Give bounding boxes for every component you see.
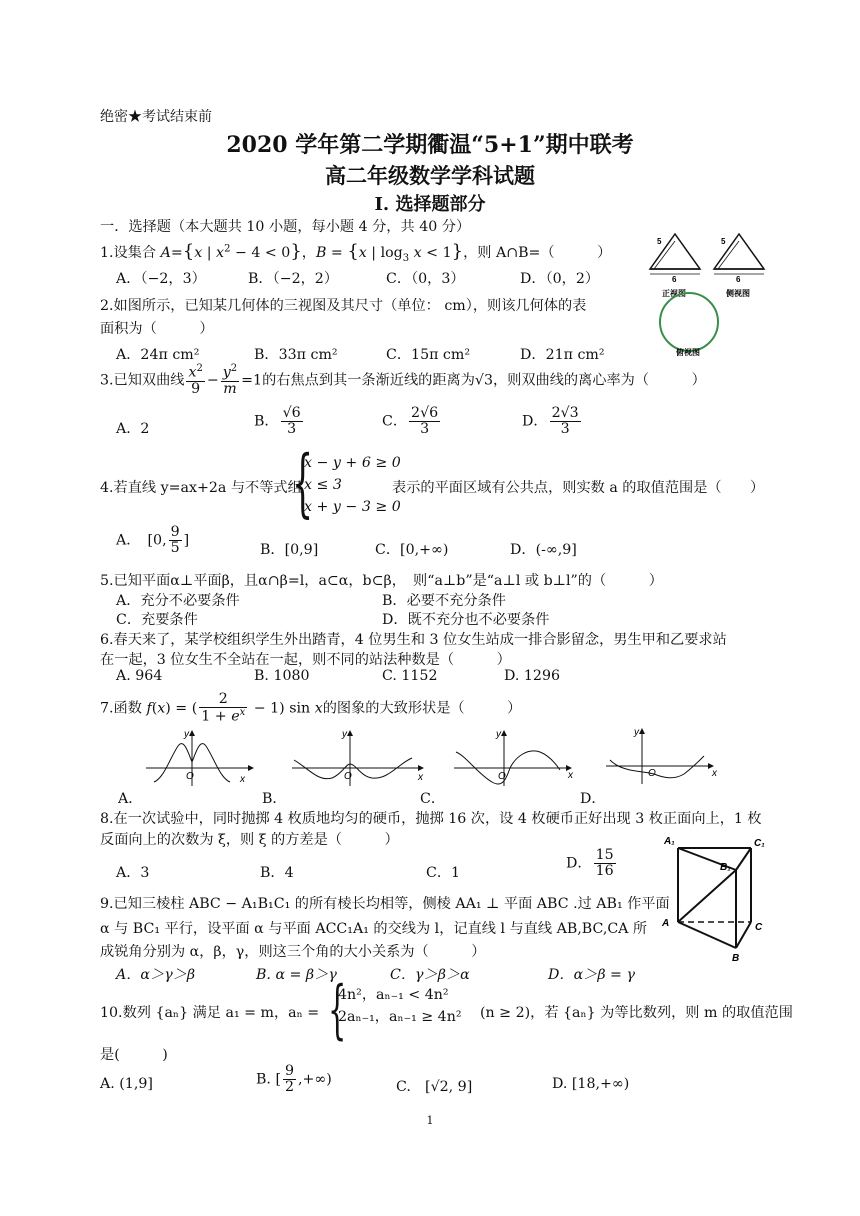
q7-stem: 7.函数 f(x) = ( $\frac{2}{1 + e^x}$ − 1) sin x的图象的大致形状是（ ） — [100, 691, 522, 725]
q10-option-a: A. (1,9] — [100, 1076, 153, 1092]
page-number: 1 — [426, 1114, 434, 1127]
q5-option-d: D．既不充分也不必要条件 — [382, 612, 550, 628]
q5-stem: 5.已知平面α⊥平面β，且α∩β=l，a⊂α，b⊂β， 则“a⊥b”是“a⊥l 或 b⊥l”的（ ） — [100, 573, 663, 589]
q7-option-d: D． — [580, 791, 606, 807]
q9-stem-line3: 成锐角分别为 α，β，γ，则这三个角的大小关系为（ ） — [100, 944, 486, 960]
q10-stem-post: (n ≥ 2)，若 {aₙ} 为等比数列，则 m 的取值范围 — [480, 1005, 793, 1021]
q7-graph-b — [290, 728, 430, 790]
front-view-label: 正视图 — [662, 289, 686, 298]
q2-option-b: B．33π cm² — [254, 347, 338, 363]
svg-text:y: y — [496, 729, 501, 740]
side-base-label: 6 — [736, 275, 741, 284]
q1-option-b: B．（−2，2） — [248, 271, 339, 287]
three-view-figure — [638, 228, 776, 358]
label-c1: C₁ — [754, 838, 765, 849]
q3-option-d: D． $\frac{2√3}{3}$ — [522, 405, 579, 437]
q5-option-a: A．充分不必要条件 — [116, 593, 240, 609]
q2-stem-line2: 面积为（ ） — [100, 321, 214, 337]
q9-option-c: C．γ＞β＞α — [390, 967, 470, 983]
front-base-label: 6 — [672, 275, 677, 284]
q4-option-a: A． [0, $\frac{9}{5}$ ] — [116, 524, 190, 556]
q4-brace: { — [292, 440, 314, 526]
q1-option-a: A．（−2，3） — [116, 271, 206, 287]
q9-stem-line1: 9.已知三棱柱 ABC − A₁B₁C₁ 的所有棱长均相等，侧棱 AA₁ ⊥ 平面 ABC .过 AB₁ 作平面 — [100, 896, 670, 912]
q8-stem-line2: 反面向上的次数为 ξ，则 ξ 的方差是（ ） — [100, 832, 399, 848]
q9-option-a: A．α＞γ＞β — [116, 967, 196, 983]
q4-option-d: D．(-∞,9] — [510, 542, 577, 558]
q9-stem-line2: α 与 BC₁ 平行，设平面 α 与平面 ACC₁A₁ 的交线为 l，记直线 l 与直线 AB,BC,CA 所 — [100, 921, 648, 937]
q7-graph-a — [140, 728, 260, 790]
label-b1: B₁ — [720, 862, 731, 873]
q3-stem: 3.已知双曲线 $\frac{x^2}{9}$ − $\frac{y^2}{m}$ =1的右焦点到其一条渐近线的距离为√3，则双曲线的离心率为（ ） — [100, 363, 706, 397]
q10-brace: { — [328, 973, 347, 1047]
svg-text:y: y — [184, 729, 189, 740]
svg-text:O: O — [498, 771, 506, 782]
q5-option-b: B．必要不充分条件 — [382, 593, 506, 609]
q1-stem: 1.设集合 A={x | $x^2 - 4 < 0$}，B = {x | $\log_3 x < 1$}，则 A∩B=（ ） — [100, 241, 612, 264]
q8-option-c: C．1 — [426, 865, 461, 881]
q8-option-d: D． $\frac{15}{16}$ — [566, 847, 614, 879]
q3-option-a: A．2 — [116, 421, 150, 437]
q3-option-b: B． $\frac{√6}{3}$ — [254, 405, 301, 437]
svg-text:O: O — [186, 771, 194, 782]
q10-stem-line2: 是( ) — [100, 1047, 168, 1063]
q8-option-b: B．4 — [260, 865, 294, 881]
q8-stem-line1: 8.在一次试验中，同时抛掷 4 枚质地均匀的硬币，抛掷 16 次，设 4 枚硬币正好出现 3 枚正面向上，1 枚 — [100, 811, 762, 827]
q10-cases — [338, 984, 462, 1028]
q4-stem-post: 表示的平面区域有公共点，则实数 a 的取值范围是（ ） — [392, 480, 765, 496]
svg-text:x: x — [418, 772, 423, 783]
q1-option-d: D．（0，2） — [520, 271, 600, 287]
label-c: C — [755, 922, 763, 933]
svg-text:x: x — [712, 768, 717, 779]
q9-option-b: B. α = β＞γ — [256, 967, 337, 983]
q6-option-b: B. 1080 — [254, 668, 310, 684]
svg-text:y: y — [342, 729, 347, 740]
q6-stem-line1: 6.春天来了，某学校组织学生外出踏青，4 位男生和 3 位女生站成一排合影留念，男生甲和乙要求站 — [100, 632, 727, 648]
q4-ineq-2: x ≤ 3 — [304, 477, 342, 493]
q10-stem-pre: 10.数列 {aₙ} 满足 a₁ = m，aₙ = — [100, 1005, 320, 1021]
q4-ineq-1: x − y + 6 ≥ 0 — [304, 455, 401, 471]
secret-label: 绝密★考试结束前 — [100, 109, 212, 125]
q9-option-d: D．α＞β = γ — [548, 967, 635, 983]
top-view-circle — [660, 293, 718, 351]
q2-option-a: A．24π cm² — [116, 347, 200, 363]
svg-text:x: x — [240, 774, 245, 785]
q3-option-c: C． $\frac{2√6}{3}$ — [382, 405, 439, 437]
q10-option-d: D. [18,+∞) — [552, 1076, 630, 1092]
q7-option-c: C． — [420, 791, 446, 807]
q10-case-2: 2aₙ₋₁，aₙ₋₁ ≥ 4n² — [338, 1009, 462, 1025]
exam-subtitle: 高二年级数学学科试题 — [325, 163, 535, 188]
q5-option-c: C．充要条件 — [116, 612, 198, 628]
front-slant-label: 5 — [657, 237, 662, 246]
q7-graph-c — [452, 728, 582, 790]
q4-option-c: C．[0,+∞) — [375, 542, 449, 558]
q10-option-b: B. [ $\frac{9}{2}$ ,+∞) — [256, 1063, 332, 1095]
prism-figure — [656, 830, 776, 966]
q8-option-a: A．3 — [116, 865, 150, 881]
q7-option-a: A． — [118, 791, 143, 807]
q6-option-c: C. 1152 — [382, 668, 438, 684]
label-b: B — [732, 953, 740, 964]
svg-text:y: y — [634, 727, 639, 738]
q2-option-c: C．15π cm² — [386, 347, 471, 363]
q4-system — [304, 452, 401, 518]
label-a: A — [662, 918, 670, 929]
top-view-label: 俯视图 — [676, 348, 700, 357]
q7-option-b: B． — [262, 791, 287, 807]
q10-option-c: C. [√2, 9] — [396, 1079, 473, 1095]
q7-graph-d — [604, 726, 724, 788]
q1-option-c: C．（0，3） — [386, 271, 465, 287]
side-slant-label: 5 — [721, 237, 726, 246]
q4-option-b: B．[0,9] — [260, 542, 319, 558]
q10-case-1: 4n²，aₙ₋₁ < 4n² — [338, 987, 449, 1003]
q2-option-d: D．21π cm² — [520, 347, 605, 363]
q6-stem-line2: 在一起，3 位女生不全站在一起，则不同的站法种数是（ ） — [100, 652, 511, 668]
section-heading: 一．选择题（本大题共 10 小题，每小题 4 分，共 40 分） — [100, 219, 471, 235]
exam-title: 2020 学年第二学期衢温“5+1”期中联考 — [226, 132, 634, 158]
part-heading: Ⅰ. 选择题部分 — [374, 194, 486, 215]
svg-text:x: x — [568, 770, 573, 781]
q4-stem-pre: 4.若直线 y=ax+2a 与不等式组 — [100, 480, 302, 496]
side-view-label: 侧视图 — [726, 289, 750, 298]
q2-stem-line1: 2.如图所示，已知某几何体的三视图及其尺寸（单位： cm），则该几何体的表 — [100, 298, 587, 314]
q4-ineq-3: x + y − 3 ≥ 0 — [304, 499, 401, 515]
svg-text:O: O — [648, 768, 656, 779]
q6-option-a: A. 964 — [116, 668, 163, 684]
label-a1: A₁ — [664, 836, 675, 847]
svg-text:O: O — [344, 771, 352, 782]
q6-option-d: D. 1296 — [504, 668, 560, 684]
